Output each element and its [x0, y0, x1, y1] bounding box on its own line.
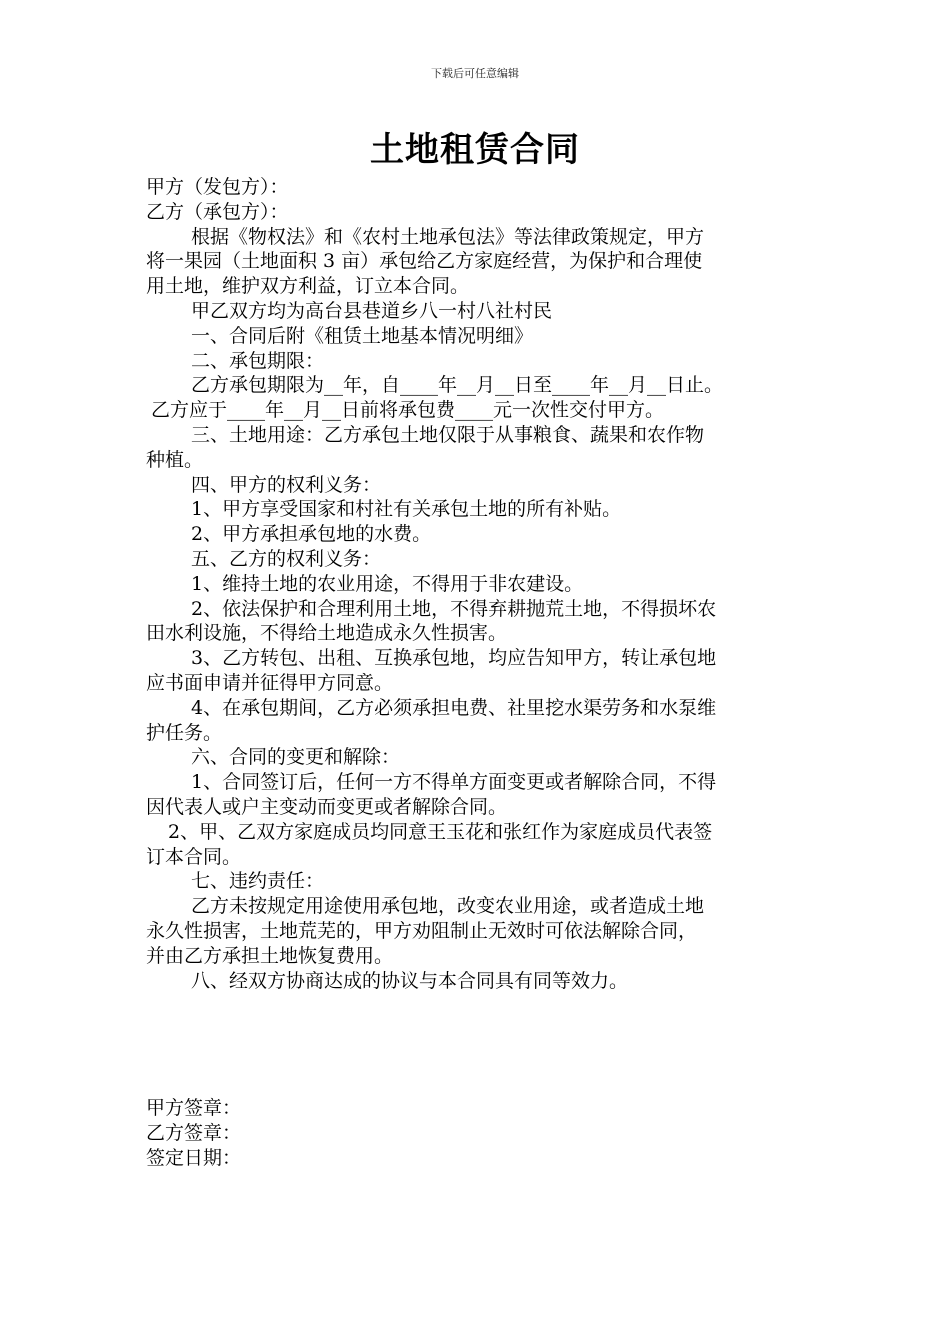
clause-5-item-cont: 应书面申请并征得甲方同意。 — [146, 671, 394, 694]
clause-5-item-cont: 田水利设施，不得给土地造成永久性损害。 — [146, 622, 508, 645]
signing-date-label: 签定日期： — [146, 1147, 242, 1169]
preamble-line: 用土地，维护双方利益，订立本合同。 — [146, 275, 470, 298]
clause-5-item: 3、乙方转包、出租、互换承包地，均应告知甲方，转让承包地 — [191, 647, 717, 670]
payment-line: 乙方应于____年__月__日前将承包费____元一次性交付甲方。 — [151, 399, 665, 422]
party-b-line: 乙方（承包方）： — [146, 200, 289, 223]
clause-5-item: 4、在承包期间，乙方必须承担电费、社里挖水渠劳务和水泵维 — [191, 696, 717, 719]
clause-8-line: 八、经双方协商达成的协议与本合同具有同等效力。 — [191, 969, 629, 992]
term-line: 乙方承包期限为__年，自____年__月__日至____年__月__日止。 — [191, 374, 724, 397]
clause-7-line: 永久性损害，土地荒芜的，甲方劝阻制止无效时可依法解除合同， — [146, 919, 698, 942]
clause-3-heading: 三、土地用途：乙方承包土地仅限于从事粮食、蔬果和农作物 — [191, 423, 705, 446]
party-a-line: 甲方（发包方）： — [146, 176, 289, 198]
clause-4-item: 2、甲方承担承包地的水费。 — [191, 523, 432, 546]
clause-5-heading: 五、乙方的权利义务： — [191, 547, 382, 570]
clause-2-heading: 二、承包期限： — [191, 349, 325, 372]
clause-6-item: 2、甲、乙双方家庭成员均同意王玉花和张红作为家庭成员代表签 — [168, 820, 713, 843]
clause-6-item: 1、合同签订后，任何一方不得单方面变更或者解除合同，不得 — [191, 771, 717, 794]
header-note: 下载后可任意编辑 — [431, 67, 519, 80]
preamble-line: 将一果园（土地面积 3 亩）承包给乙方家庭经营，为保护和合理使 — [146, 250, 703, 273]
clause-5-item-cont: 护任务。 — [146, 721, 223, 744]
clause-7-heading: 七、违约责任： — [191, 870, 325, 893]
clause-6-heading: 六、合同的变更和解除： — [191, 746, 401, 769]
clause-5-item: 2、依法保护和合理利用土地，不得弃耕抛荒土地，不得损坏农 — [191, 597, 717, 620]
clause-7-line: 并由乙方承担土地恢复费用。 — [146, 944, 394, 967]
contract-body — [146, 175, 816, 993]
clause-4-heading: 四、甲方的权利义务： — [191, 473, 382, 496]
party-a-signature-label: 甲方签章： — [146, 1097, 242, 1119]
clause-4-item: 1、甲方享受国家和村社有关承包土地的所有补贴。 — [191, 498, 622, 521]
clause-5-item: 1、维持土地的农业用途，不得用于非农建设。 — [191, 572, 584, 595]
clause-3-line: 种植。 — [146, 448, 204, 471]
signature-block — [146, 1096, 646, 1171]
document-title: 土地租赁合同 — [370, 130, 580, 170]
parties-residence-line: 甲乙双方均为高台县巷道乡八一村八社村民 — [191, 299, 553, 322]
clause-6-item-cont: 订本合同。 — [146, 845, 242, 868]
clause-7-line: 乙方未按规定用途使用承包地，改变农业用途，或者造成土地 — [191, 895, 705, 918]
clause-6-item-cont: 因代表人或户主变动而变更或者解除合同。 — [146, 795, 508, 818]
clause-1-heading: 一、合同后附《租赁土地基本情况明细》 — [191, 324, 534, 347]
party-b-signature-label: 乙方签章： — [146, 1122, 242, 1144]
preamble-line: 根据《物权法》和《农村土地承包法》等法律政策规定，甲方 — [191, 225, 705, 248]
